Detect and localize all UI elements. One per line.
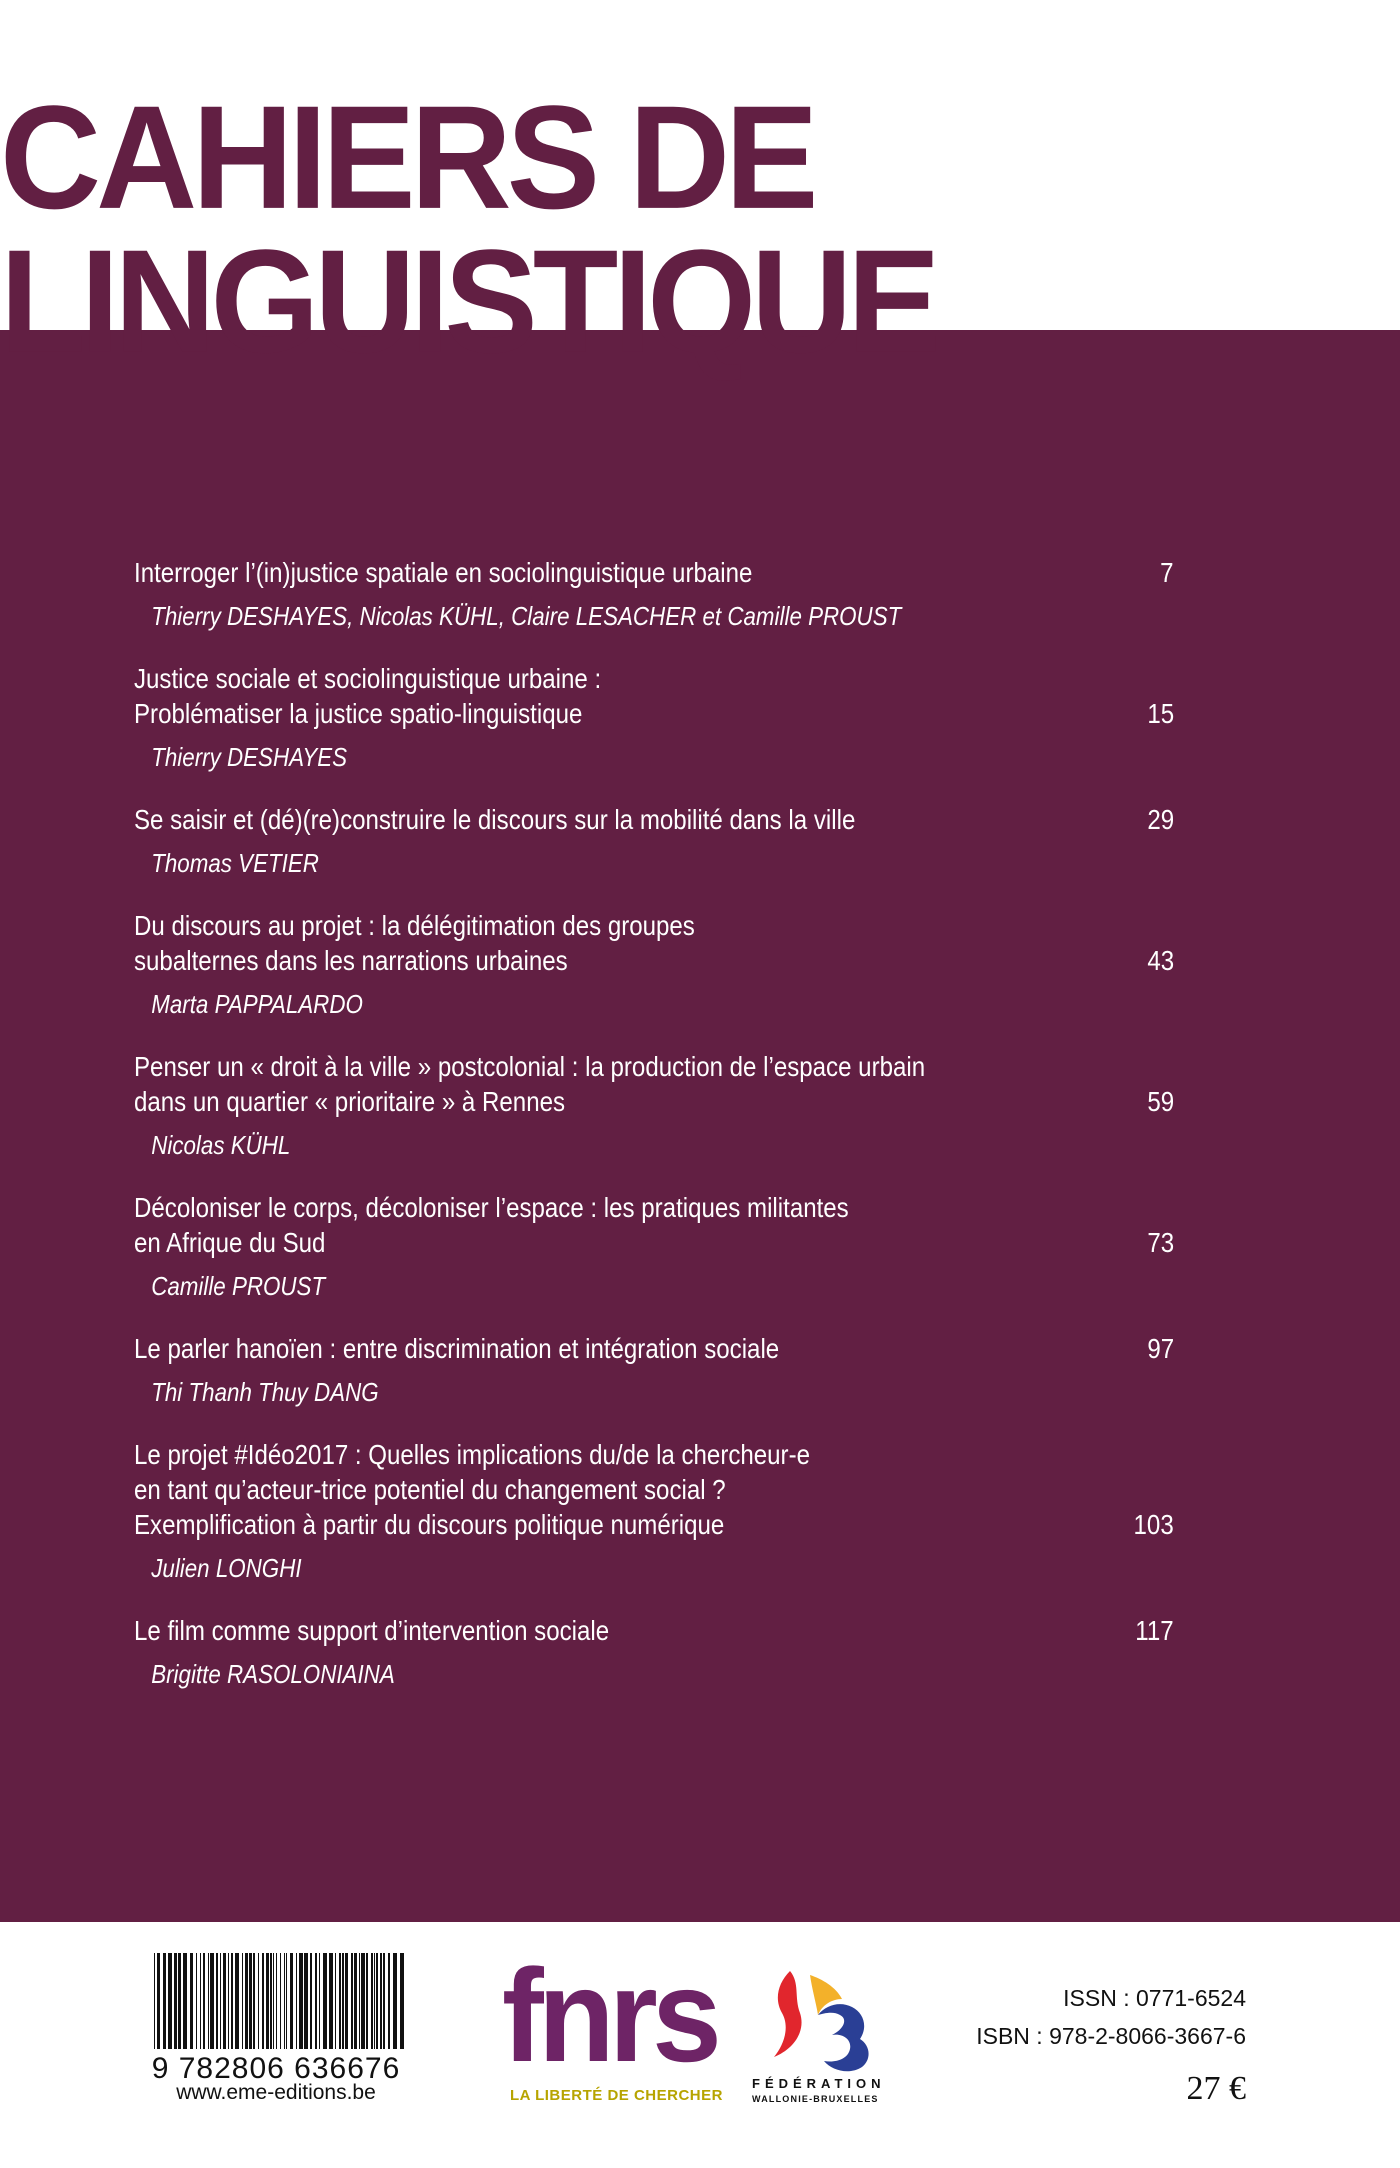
- title-line-2: LINGUISTIQUE: [0, 218, 936, 384]
- price: 27 €: [1186, 2070, 1246, 2107]
- toc-entry[interactable]: [134, 1049, 1174, 1163]
- toc-entry-title: Se saisir et (dé)(re)construire le discours sur la mobilité dans la ville: [134, 804, 856, 835]
- toc-entry-page: 59: [1147, 1086, 1174, 1117]
- toc-entry-title: Exemplification à partir du discours politique numérique: [134, 1509, 725, 1540]
- toc-entry-page: 97: [1147, 1333, 1174, 1364]
- toc-entry-title: en Afrique du Sud: [134, 1227, 326, 1258]
- toc-entry[interactable]: [134, 1190, 1174, 1304]
- barcode-icon: [152, 1953, 407, 2049]
- isbn: ISBN : 978-2-8066-3667-6: [976, 2023, 1246, 2049]
- fnrs-tagline: LA LIBERTÉ DE CHERCHER: [510, 2087, 723, 2104]
- toc-entry-title: dans un quartier « prioritaire » à Rennes: [134, 1086, 566, 1117]
- title-line-1: CAHIERS DE: [0, 74, 814, 240]
- toc-entry-title: Interroger l’(in)justice spatiale en sociolinguistique urbaine: [134, 557, 753, 588]
- toc-entry[interactable]: [134, 1331, 1174, 1410]
- toc-entry-title: Décoloniser le corps, décoloniser l’espace : les pratiques militantes: [134, 1192, 849, 1223]
- barcode-digits: 9 782806 636676: [151, 2052, 401, 2085]
- toc-entry-title: Penser un « droit à la ville » postcolonial : la production de l’espace urbain: [134, 1051, 926, 1082]
- toc-entry-page: 73: [1147, 1227, 1174, 1258]
- fwb-subtitle: WALLONIE-BRUXELLES: [752, 2094, 879, 2104]
- toc-entry-page: 117: [1135, 1615, 1174, 1646]
- toc-entry-title: en tant qu’acteur-trice potentiel du changement social ?: [134, 1474, 726, 1505]
- toc-entry-authors: Thierry DESHAYES, Nicolas KÜHL, Claire LESACHER et Camille PROUST: [151, 601, 902, 631]
- fnrs-logo: fnrs: [502, 1942, 717, 2089]
- issn: ISSN : 0771-6524: [1063, 1985, 1246, 2011]
- toc-entry-authors: Julien LONGHI: [151, 1553, 302, 1583]
- toc-entry-title: Le projet #Idéo2017 : Quelles implications du/de la chercheur-e: [134, 1439, 811, 1470]
- toc-entry-title: Le parler hanoïen : entre discrimination et intégration sociale: [134, 1333, 780, 1364]
- toc-entry[interactable]: [134, 1437, 1174, 1586]
- toc-entry-page: 29: [1147, 804, 1174, 835]
- toc-entry-authors: Thomas VETIER: [151, 848, 319, 878]
- table-of-contents: [134, 555, 1174, 1719]
- toc-entry-authors: Thierry DESHAYES: [151, 742, 348, 772]
- toc-entry[interactable]: [134, 1613, 1174, 1692]
- toc-entry-authors: Brigitte RASOLONIAINA: [151, 1659, 395, 1689]
- fwb-logo-icon: [760, 1965, 880, 2073]
- toc-entry-authors: Nicolas KÜHL: [151, 1130, 291, 1160]
- toc-entry-page: 7: [1160, 557, 1174, 588]
- toc-entry-title: Du discours au projet : la délégitimation des groupes: [134, 910, 695, 941]
- toc-entry[interactable]: [134, 661, 1174, 775]
- toc-entry-page: 103: [1133, 1509, 1174, 1540]
- toc-entry[interactable]: [134, 555, 1174, 634]
- toc-entry-title: subalternes dans les narrations urbaines: [134, 945, 568, 976]
- toc-entry-title: Problématiser la justice spatio-linguistique: [134, 698, 583, 729]
- fwb-name: FÉDÉRATION: [752, 2076, 886, 2091]
- toc-entry-page: 43: [1147, 945, 1174, 976]
- toc-entry-authors: Marta PAPPALARDO: [151, 989, 363, 1019]
- website-link[interactable]: www.eme-editions.be: [176, 2081, 376, 2104]
- toc-entry-title: Justice sociale et sociolinguistique urbaine :: [134, 663, 602, 694]
- toc-entry-title: Le film comme support d’intervention sociale: [134, 1615, 610, 1646]
- toc-entry-authors: Camille PROUST: [151, 1271, 326, 1301]
- toc-entry-authors: Thi Thanh Thuy DANG: [151, 1377, 379, 1407]
- toc-entry[interactable]: [134, 802, 1174, 881]
- toc-entry-page: 15: [1147, 698, 1174, 729]
- toc-entry[interactable]: [134, 908, 1174, 1022]
